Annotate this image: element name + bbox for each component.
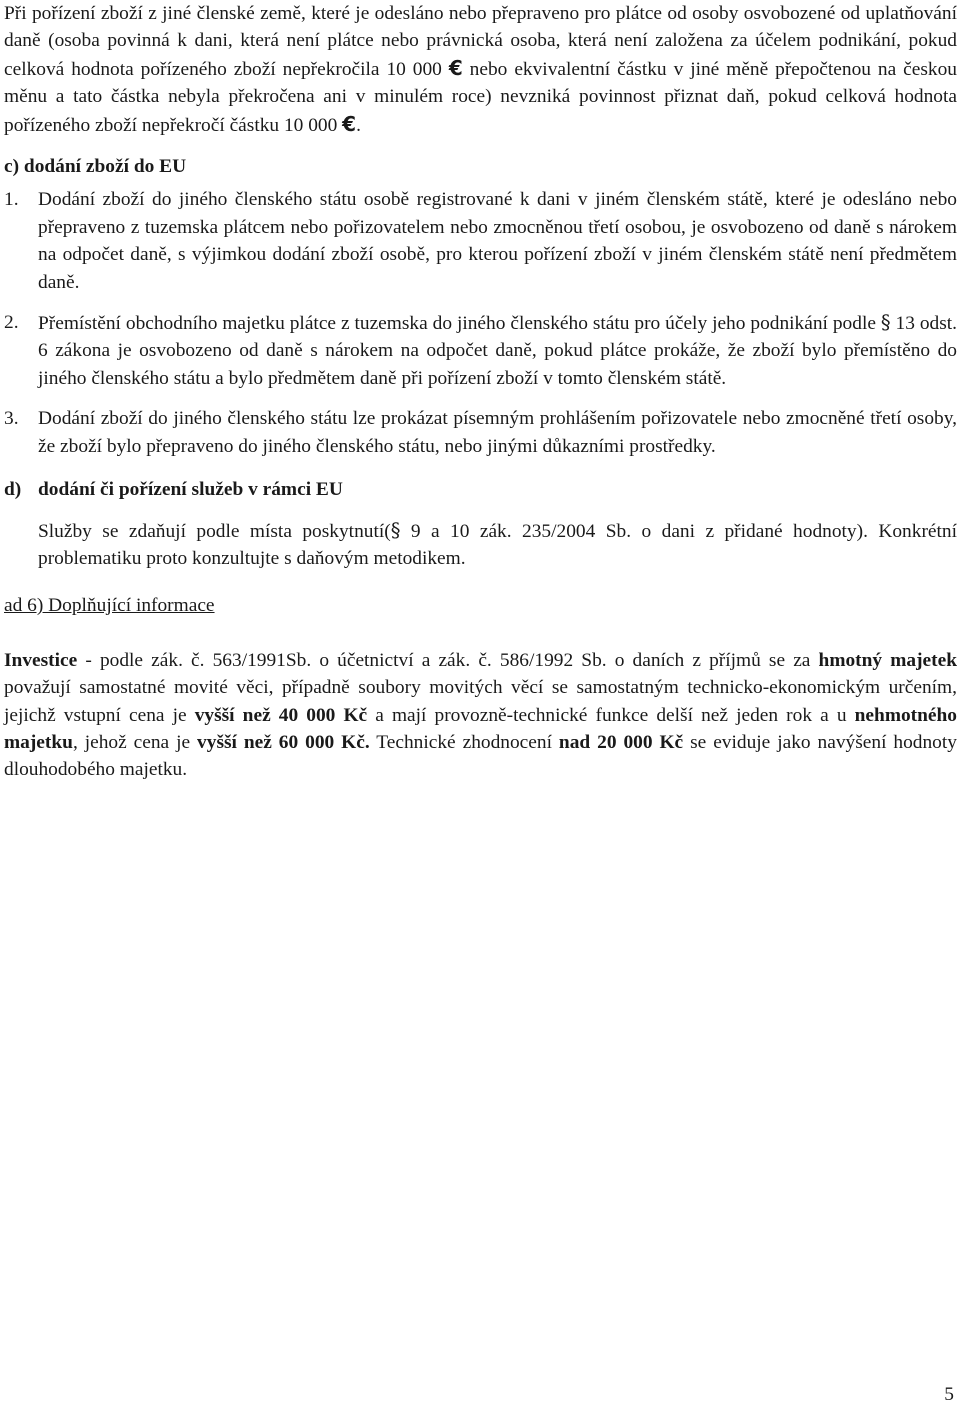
section-c-item-2 [4, 309, 957, 392]
item-text: Dodání zboží do jiného členského státu osobě registrované k dani v jiném členském státě, které je odesláno nebo přepraveno z tuzemska plátcem nebo pořizovatelem nebo zmocněnou třetí osobou, je osvobozeno od daně s nárokem na odpočet daně, s výjimkou dodání zboží osobě, pro kterou pořízení zboží v jiném členském státě není předmětem daně. [38, 189, 957, 293]
section-d-text-a: Služby se zdaňují podle místa poskytnutí( [38, 520, 391, 542]
investice-term: Investice [4, 649, 78, 671]
threshold-60000: vyšší než 60 000 Kč. [197, 731, 370, 753]
paragraph-sign-icon: § [390, 518, 401, 542]
section-d-text [4, 517, 957, 573]
section-d-heading [4, 476, 957, 503]
section-d-letter: d) [4, 479, 22, 501]
item-text [38, 309, 957, 392]
paragraph-sign-icon: § [880, 311, 891, 335]
investice-text-4: , jehož cena je [72, 731, 198, 753]
intro-text-1: Při pořízení zboží z jiné členské země, které je odesláno nebo přepraveno pro plátce od osoby osvobozené od uplatňování daně (osoba povinná k dani, která není plátce nebo právnická osoba, která není založena za účelem podnikání, pokud celková hodnota pořízeného zboží nepřekročila 10 000 [4, 3, 957, 80]
item-text-a: Přemístění obchodního majetku plátce z tuzemska do jiného členského státu pro účely jeho podnikání podle [38, 313, 881, 335]
item-number: 3. [4, 408, 19, 430]
section-d-text-b: 9 a 10 zák. 235/2004 Sb. o dani z přidané hodnoty). Konkrétní problematiku proto konzultujte s daňovým metodikem. [38, 520, 957, 569]
euro-sign-icon: € [448, 55, 463, 80]
item-number: 2. [4, 312, 19, 334]
investice-paragraph [4, 647, 957, 784]
section-c-item-1 [4, 186, 957, 296]
intro-text-3: . [356, 114, 361, 136]
intro-paragraph [4, 0, 957, 139]
investice-text-5: Technické zhodnocení [369, 731, 559, 753]
item-text-b: 13 odst. 6 zákona je osvobozeno od daně s nárokem na odpočet daně, pokud plátce prokáže, že zboží bylo přemístěno do jiného členského státu a bylo předmětem daně při pořízení zboží v tomto členském státě. [38, 313, 957, 389]
page-number: 5 [944, 1384, 954, 1405]
document-page [4, 0, 957, 784]
nehmotny-majetek-term: nehmotného majetku [4, 704, 957, 753]
section-c-item-3 [4, 405, 957, 460]
investice-text-2: považují samostatné movité věci, případně soubory movitých věcí se samostatným technicko-ekonomickým určením, jejichž vstupní cena je [4, 677, 957, 726]
item-text: Dodání zboží do jiného členského státu lze prokázat písemným prohlášením pořizovatele nebo zmocněné třetí osoby, že zboží bylo přepraveno do jiného členského státu, nebo jinými důkazními prostředky. [38, 408, 957, 457]
euro-sign-icon: € [342, 111, 357, 136]
investice-text-3: a mají provozně-technické funkce delší než jeden rok a u [367, 704, 855, 726]
threshold-20000: nad 20 000 Kč [558, 731, 684, 753]
section-c-heading: c) dodání zboží do EU [4, 156, 187, 178]
intro-text-2: nebo ekvivalentní částku v jiné měně přepočtenou na českou měnu a tato částka nebyla překročena ani v minulém roce) nevzniká povinnost přiznat daň, pokud celková hodnota pořízeného zboží nepřekročí částku 10 000 [4, 58, 957, 136]
investice-text-6: se eviduje jako navýšení hodnoty dlouhodobého majetku. [4, 731, 957, 781]
section-d-title: dodání či pořízení služeb v rámci EU [38, 479, 343, 501]
investice-text-1: - podle zák. č. 563/1991Sb. o účetnictví a zák. č. 586/1992 Sb. o daních z příjmů se za [77, 649, 819, 671]
item-number: 1. [4, 189, 19, 211]
ad6-heading: ad 6) Doplňující informace [4, 595, 215, 617]
hmotny-majetek-term: hmotný majetek [818, 649, 957, 671]
threshold-40000: vyšší než 40 000 Kč [194, 704, 368, 726]
